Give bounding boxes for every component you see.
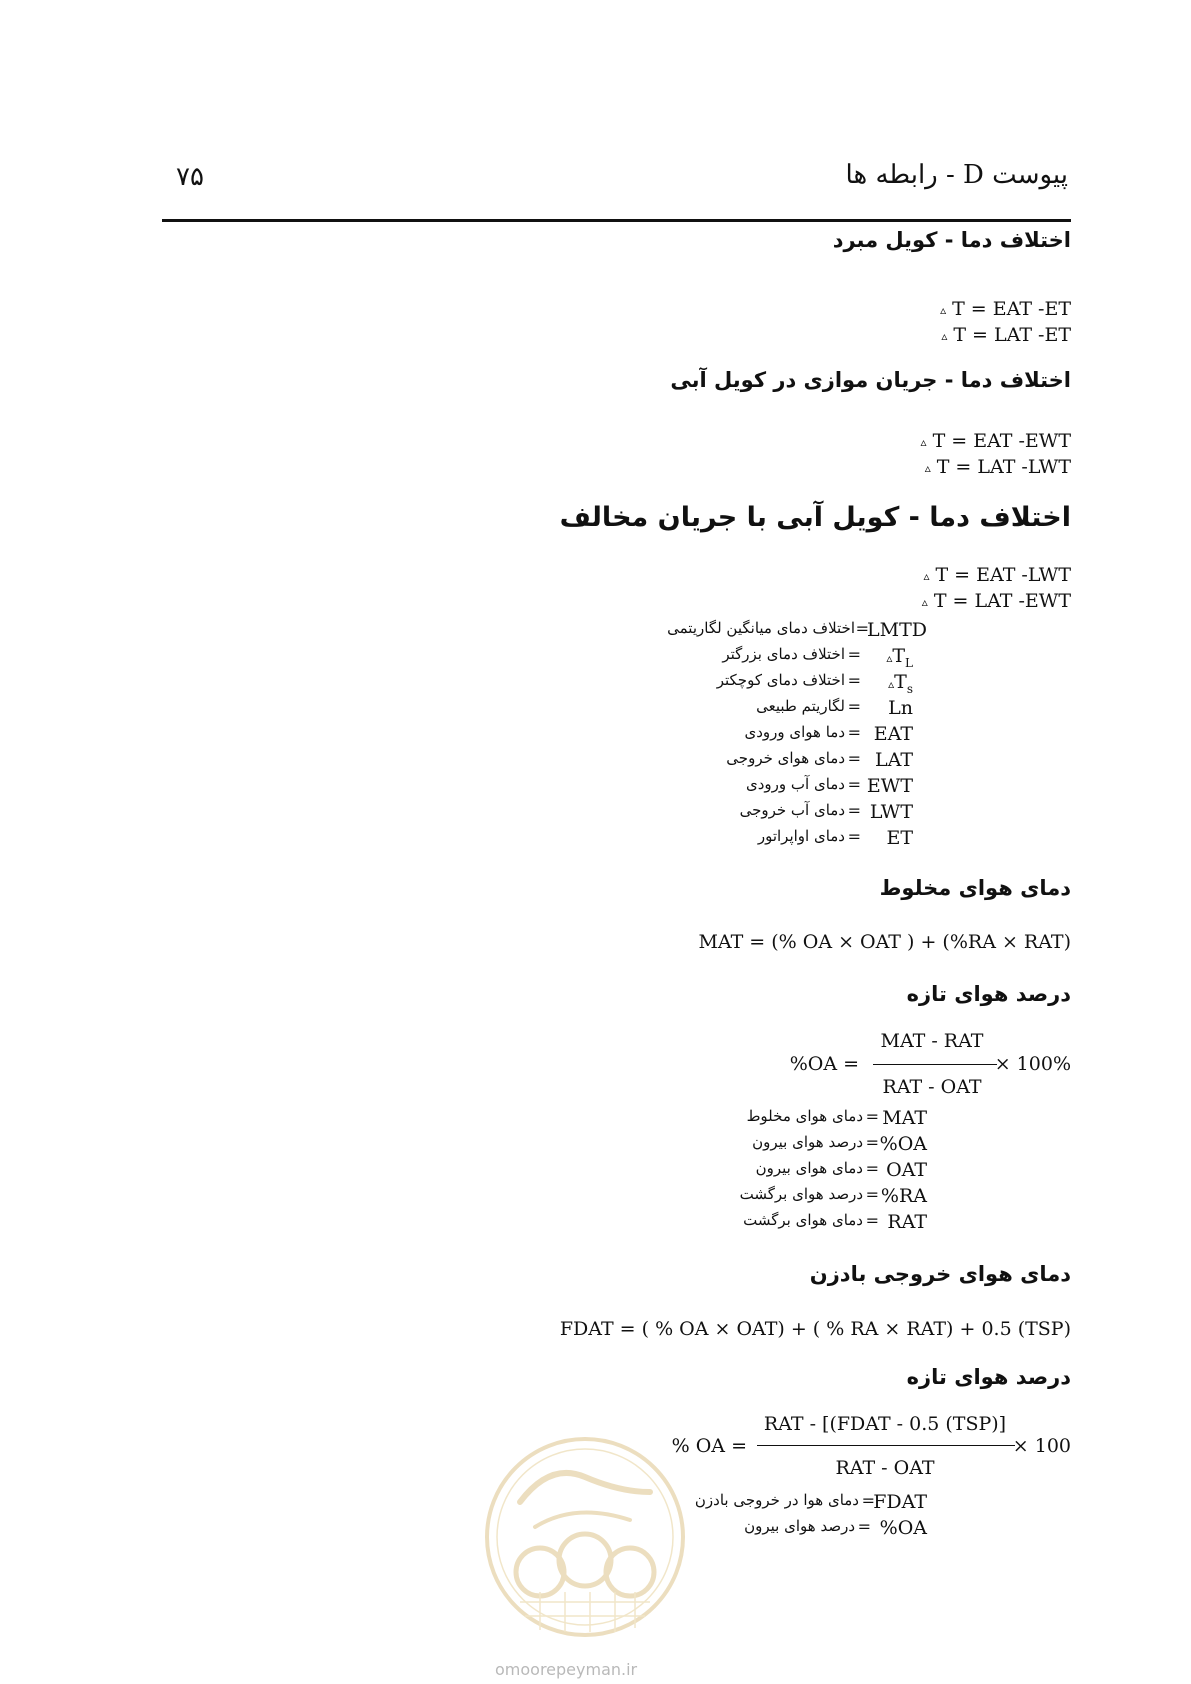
section-heading-parallel-flow: اختلاف دما - جریان موازی در کویل آبی [670, 368, 1071, 392]
definition-row: LWT = دمای آب خروجی [739, 801, 913, 823]
fraction-bar [757, 1445, 1015, 1446]
equation-line: FDAT = ( % OA × OAT) + ( % RA × RAT) + 0.5 (TSP) [559, 1318, 1071, 1340]
definition-row: RAT = دمای هوای برگشت [743, 1211, 927, 1233]
section-heading-outside-air-percent: درصد هوای تازه [906, 982, 1071, 1006]
definition-row: ET = دمای اواپراتور [757, 827, 913, 849]
equation-line: ▵ T = EAT -ET [940, 298, 1071, 320]
section-heading-counter-flow: اختلاف دما - کویل آبی با جریان مخالف [559, 502, 1071, 533]
definition-row: FDAT = دمای هوا در خروجی بادزن [694, 1491, 927, 1513]
equation-line: ▵ T = EAT -EWT [920, 430, 1071, 452]
definition-row: EAT = دما هوای ورودی [744, 723, 913, 745]
equation-line: MAT = (% OA × OAT ) + (%RA × RAT) [698, 931, 1071, 953]
header-divider [162, 219, 1071, 222]
equation-line: ▵ T = EAT -LWT [923, 564, 1071, 586]
fraction-equation: × 100 RAT - [(FDAT - 0.5 (TSP)] RAT - OAT % OA = [671, 1413, 1071, 1479]
delta-symbol: ▵ [924, 461, 931, 475]
definition-row: MAT = دمای هوای مخلوط [746, 1107, 927, 1129]
delta-symbol: ▵ [941, 329, 948, 343]
page-number: ۷۵ [176, 162, 204, 192]
delta-symbol: ▵ [921, 595, 928, 609]
delta-symbol: ▵ [920, 435, 927, 449]
section-heading-mixed-air: دمای هوای مخلوط [879, 876, 1071, 900]
section-heading-coil-cooling: اختلاف دما - کویل مبرد [832, 228, 1071, 252]
delta-symbol: ▵ [940, 303, 947, 317]
equation-line: ▵ T = LAT -ET [941, 324, 1071, 346]
equation-line: ▵ T = LAT -LWT [924, 456, 1071, 478]
definition-row: $▵T_L$ = اختلاف دمای بزرگتر [722, 645, 913, 670]
definition-row: $▵T_s$ = اختلاف دمای کوچکتر [716, 671, 913, 696]
running-header: پیوست D - رابطه ها [845, 160, 1068, 190]
definition-row: LAT = دمای هوای خروجی [726, 749, 913, 771]
definition-row: OAT = دمای هوای بیرون [755, 1159, 927, 1181]
definition-row: %RA = درصد هوای برگشت [739, 1185, 927, 1207]
watermark-logo-icon [480, 1432, 690, 1642]
equation-line: ▵ T = LAT -EWT [921, 590, 1071, 612]
fraction-bar [873, 1064, 997, 1065]
definition-row: Ln = لگاریتم طبیعی [756, 697, 913, 719]
definition-row: %OA = درصد هوای بیرون [744, 1517, 927, 1539]
delta-symbol: ▵ [923, 569, 930, 583]
definition-row: LMTD = اختلاف دمای میانگین لگاریتمی [667, 619, 927, 641]
fraction-equation: × 100% MAT - RAT RAT - OAT %OA = [789, 1030, 1071, 1098]
section-heading-outside-air-percent-2: درصد هوای تازه [906, 1365, 1071, 1389]
footer-url: omoorepeyman.ir [495, 1660, 638, 1679]
definition-row: EWT = دمای آب ورودی [745, 775, 913, 797]
section-heading-fan-discharge: دمای هوای خروجی بادزن [809, 1262, 1071, 1286]
definition-row: %OA = درصد هوای بیرون [752, 1133, 927, 1155]
